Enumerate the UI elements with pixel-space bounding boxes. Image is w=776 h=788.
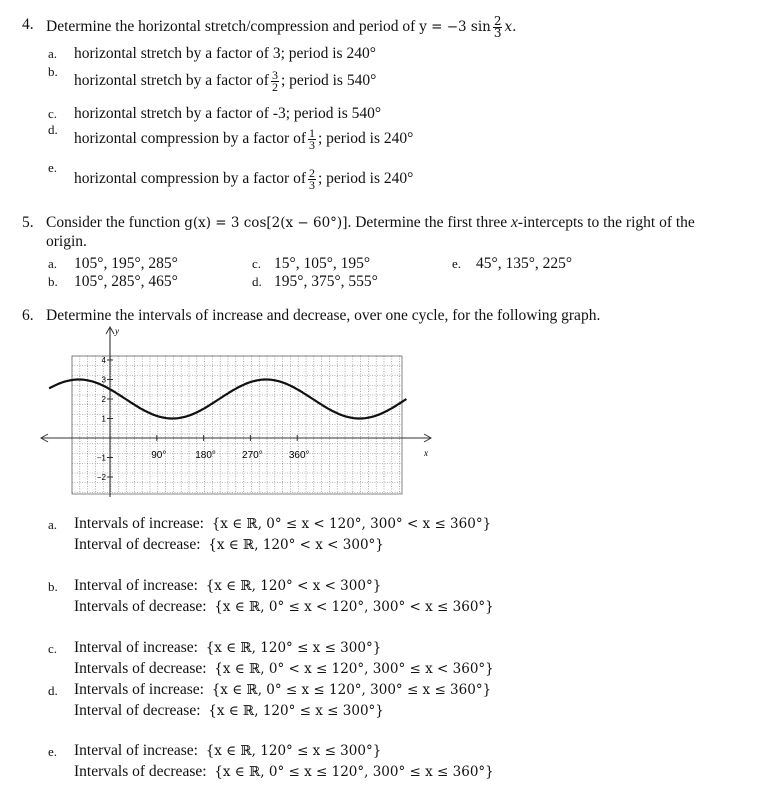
q4-option-d[interactable]: horizontal compression by a factor of $\frac{1}{3}$ ; period is 240°	[74, 126, 414, 152]
q5-option-b[interactable]: 105°, 285°, 465°	[74, 273, 178, 290]
graph-x-label: x	[424, 448, 428, 458]
y-tick-label: −1	[96, 453, 106, 463]
q6-option-e-letter: e.	[48, 744, 58, 759]
q6-option-c[interactable]: Interval of increase: {x ∈ ℝ, 120° ≤ x ≤ 300°}	[74, 639, 382, 656]
q5-function: g(x) = 3 cos[2(x − 60°)]	[184, 215, 348, 231]
q4-option-c-letter: c.	[48, 106, 58, 121]
x-tick-label: 180°	[195, 450, 216, 461]
q5-option-e[interactable]: 45°, 135°, 225°	[476, 255, 573, 272]
q6-option-a-letter: a.	[48, 517, 58, 532]
q6-option-e-line2: Intervals of decrease: {x ∈ ℝ, 0° ≤ x ≤ 120°, 300° ≤ x ≤ 360°}	[74, 763, 494, 780]
q4-equation: y = −3 sin $\frac{2}{3}$ x.	[419, 14, 517, 40]
q6-option-b-line2: Intervals of decrease: {x ∈ ℝ, 0° ≤ x < 120°, 300° < x ≤ 360°}	[74, 598, 494, 615]
y-tick-label: 3	[101, 375, 106, 385]
q5-stem-line2: origin.	[46, 233, 87, 250]
x-tick-label: 90°	[151, 450, 167, 461]
q5-option-e-letter: e.	[452, 256, 462, 271]
q4-number: 4.	[22, 16, 34, 33]
q5-option-d[interactable]: 195°, 375°, 555°	[274, 273, 378, 290]
q5-option-d-letter: d.	[252, 274, 262, 289]
q6-option-d[interactable]: Intervals of increase: {x ∈ ℝ, 0° ≤ x ≤ 120°, 300° ≤ x ≤ 360°}	[74, 681, 492, 698]
q6-option-c-letter: c.	[48, 641, 58, 656]
q5-option-a[interactable]: 105°, 195°, 285°	[74, 255, 178, 272]
q6-option-b[interactable]: Interval of increase: {x ∈ ℝ, 120° < x < 300°}	[74, 577, 382, 594]
q6-option-d-line2: Interval of decrease: {x ∈ ℝ, 120° ≤ x ≤ 300°}	[74, 702, 384, 719]
y-tick-label: 4	[101, 356, 106, 365]
graph-y-label: y	[115, 326, 119, 336]
x-tick-label: 270°	[242, 450, 263, 461]
q6-option-a[interactable]: Intervals of increase: {x ∈ ℝ, 0° ≤ x < 120°, 300° < x ≤ 360°}	[74, 515, 492, 532]
q5-option-a-letter: a.	[48, 256, 58, 271]
q4-option-c[interactable]: horizontal stretch by a factor of -3; period is 540°	[74, 105, 382, 122]
graph-grid	[72, 356, 402, 494]
q4-option-b[interactable]: horizontal stretch by a factor of $\frac{3}{2}$ ; period is 540°	[74, 68, 377, 94]
q6-stem: Determine the intervals of increase and decrease, over one cycle, for the following graph.	[46, 307, 601, 324]
q5-stem: Consider the function g(x) = 3 cos[2(x − 60°)]. Determine the first three x-intercepts to the right of the	[46, 214, 695, 231]
q4-option-a-letter: a.	[48, 46, 58, 61]
q4-option-e-letter: e.	[48, 160, 58, 175]
q4-option-d-letter: d.	[48, 122, 58, 137]
q4-stem: Determine the horizontal stretch/compression and period of y = −3 sin $\frac{2}{3}$ x.	[46, 14, 517, 40]
q5-option-b-letter: b.	[48, 274, 58, 289]
y-tick-label: 2	[101, 395, 106, 404]
q4-option-b-letter: b.	[48, 64, 58, 79]
q6-option-a-line2: Interval of decrease: {x ∈ ℝ, 120° < x < 300°}	[74, 536, 384, 553]
q6-option-e[interactable]: Interval of increase: {x ∈ ℝ, 120° ≤ x ≤ 300°}	[74, 742, 382, 759]
q4-option-e[interactable]: horizontal compression by a factor of $\frac{2}{3}$ ; period is 240°	[74, 166, 414, 192]
x-tick-label: 360°	[288, 450, 310, 461]
q5-option-c-letter: c.	[252, 256, 262, 271]
q4-option-a[interactable]: horizontal stretch by a factor of 3; period is 240°	[74, 45, 376, 62]
q5-option-c[interactable]: 15°, 105°, 195°	[274, 255, 371, 272]
q6-option-d-letter: d.	[48, 683, 58, 698]
y-tick-label: 1	[101, 414, 106, 424]
y-tick-label: −2	[96, 473, 106, 482]
q5-number: 5.	[22, 214, 34, 231]
q6-option-c-line2: Intervals of decrease: {x ∈ ℝ, 0° < x ≤ 120°, 300° ≤ x < 360°}	[74, 660, 494, 677]
q6-option-b-letter: b.	[48, 579, 58, 594]
q6-number: 6.	[22, 307, 34, 324]
